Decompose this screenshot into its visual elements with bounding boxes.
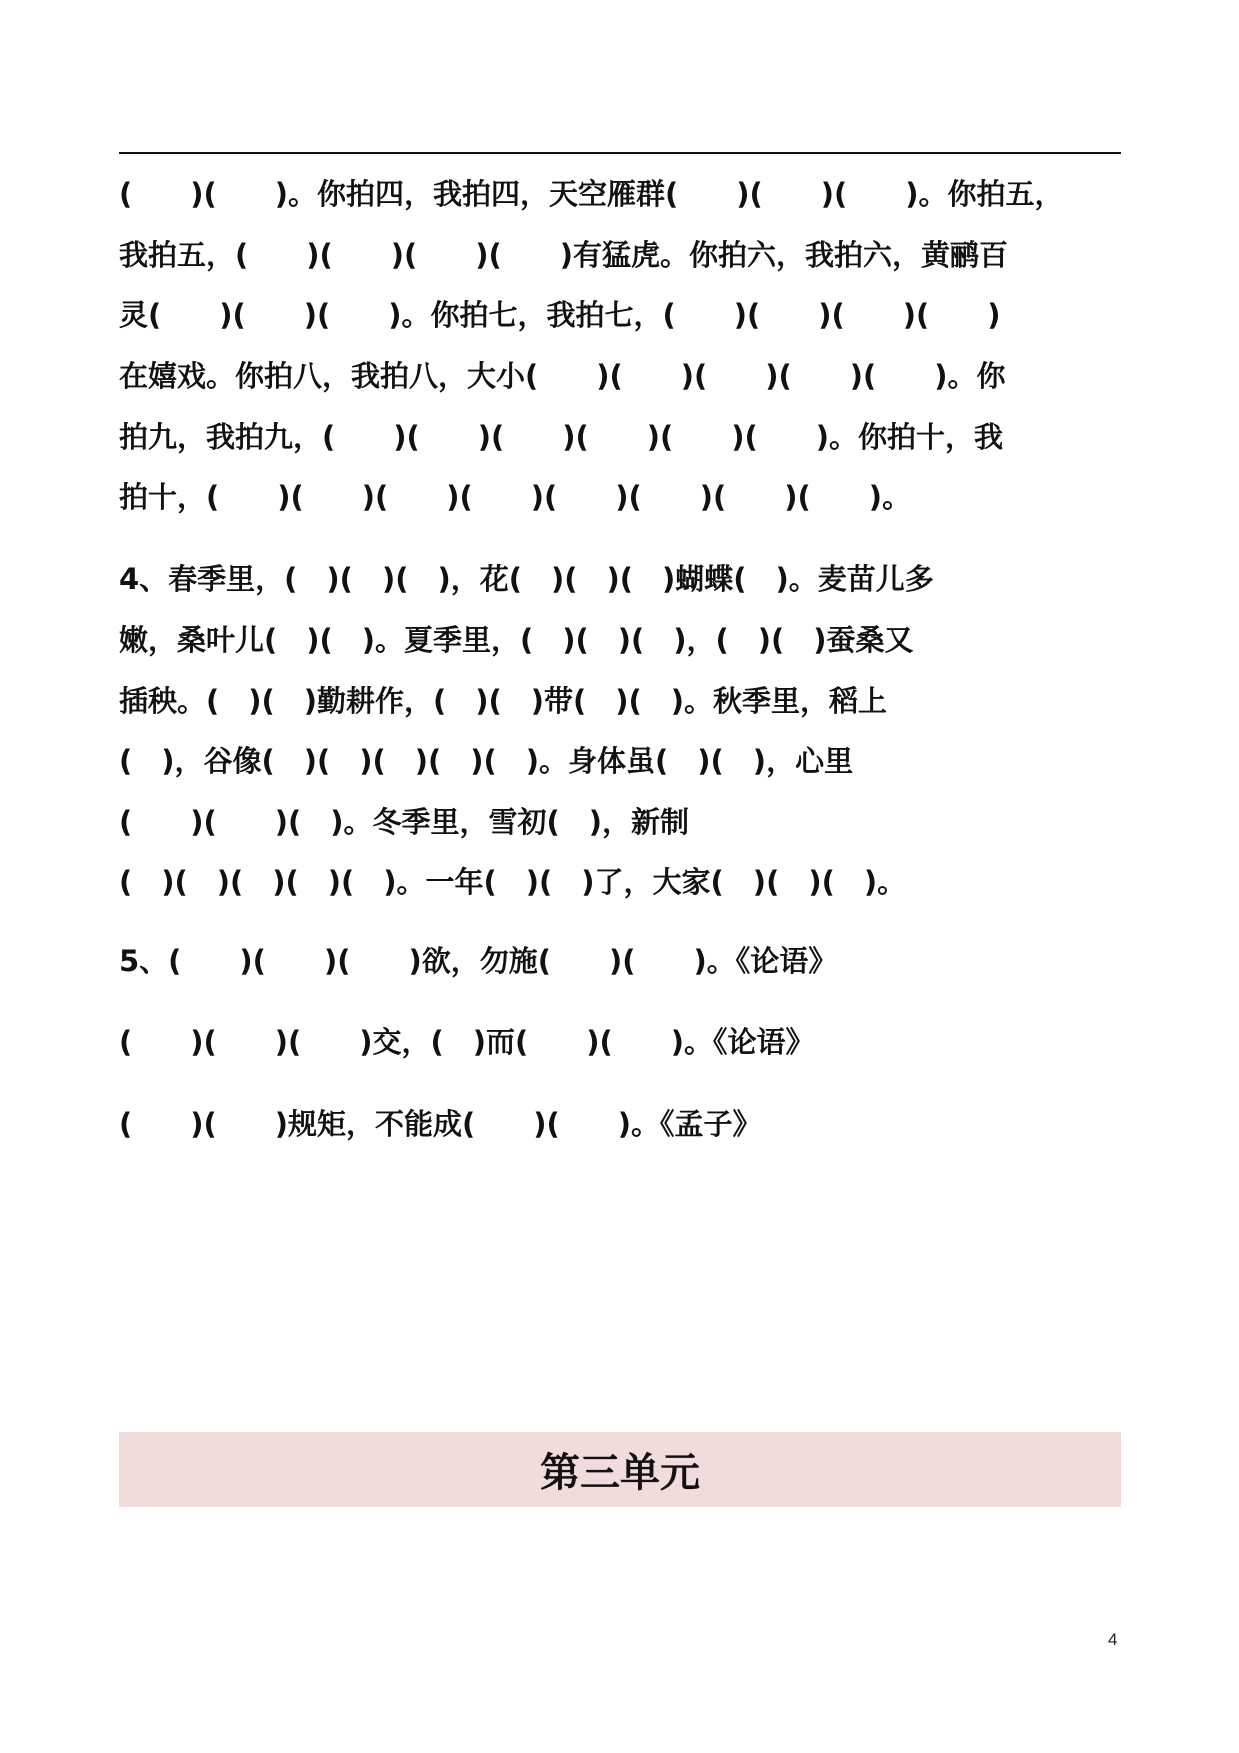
text-line: ( )，谷像( )( )( )( )( )。身体虽( )( )，心里 — [119, 744, 854, 778]
text-line: 我拍五，( )( )( )( )有猛虎。你拍六，我拍六，黄鹂百 — [119, 238, 1009, 272]
section-banner — [119, 1432, 1121, 1507]
text-line: ( )( )。你拍四，我拍四，天空雁群( )( )( )。你拍五， — [119, 177, 1064, 211]
text-line: 5、( )( )( )欲，勿施( )( )。《论语》 — [119, 944, 838, 978]
text-line: 灵( )( )( )。你拍七，我拍七，( )( )( )( ) — [119, 298, 1001, 332]
header-rule — [119, 152, 1121, 154]
text-line: ( )( )( )交，( )而( )( )。《论语》 — [119, 1025, 815, 1059]
text-line: 在嬉戏。你拍八，我拍八，大小( )( )( )( )( )。你 — [119, 359, 1006, 393]
section-title: 第三单元 — [540, 1450, 700, 1496]
text-line: 4、春季里，( )( )( )，花( )( )( )蝴蝶( )。麦苗儿多 — [119, 562, 934, 596]
text-line: 嫩，桑叶儿( )( )。夏季里，( )( )( )，( )( )蚕桑又 — [119, 623, 914, 657]
text-line: ( )( )( )。冬季里，雪初( )，新制 — [119, 805, 690, 839]
text-line: 拍九，我拍九，( )( )( )( )( )( )。你拍十，我 — [119, 420, 1004, 454]
text-line: ( )( )( )( )( )。一年( )( )了，大家( )( )( )。 — [119, 865, 907, 899]
page-number: 4 — [1108, 1630, 1118, 1649]
text-line: 拍十，( )( )( )( )( )( )( )( )。 — [119, 480, 912, 514]
text-line: 插秧。( )( )勤耕作，( )( )带( )( )。秋季里，稻上 — [119, 684, 888, 718]
text-line: ( )( )规矩，不能成( )( )。《孟子》 — [119, 1107, 762, 1141]
